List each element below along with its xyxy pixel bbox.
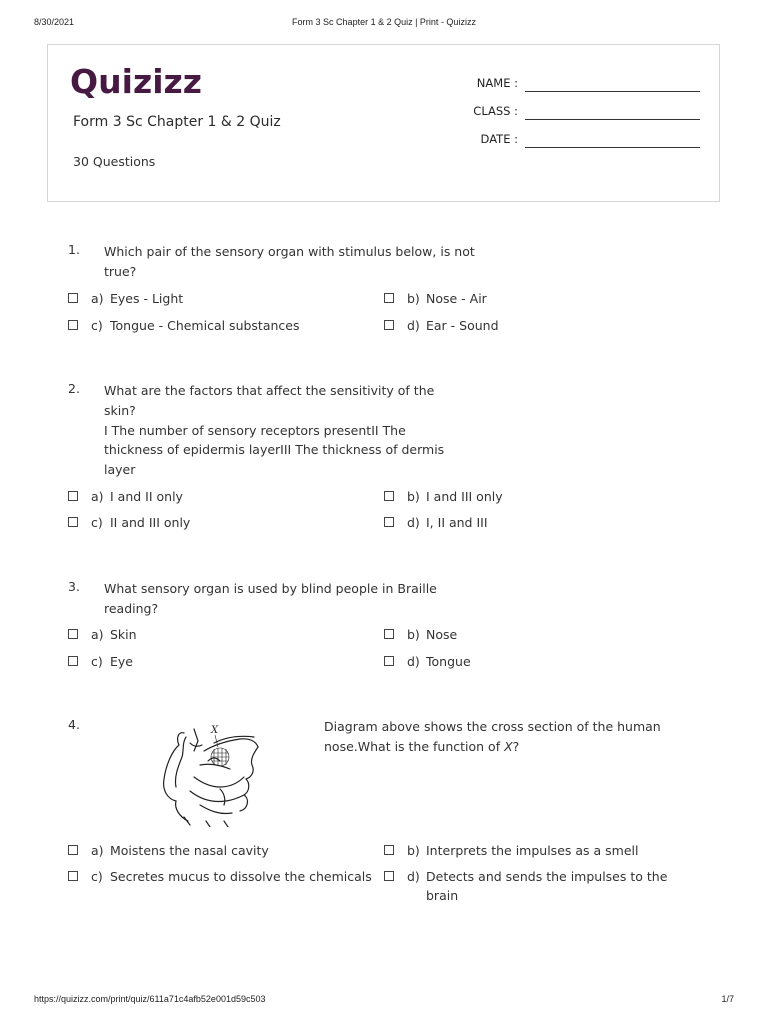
logo-text: Quizizz [70,65,203,101]
checkbox[interactable] [68,491,78,501]
quiz-title: Form 3 Sc Chapter 1 & 2 Quiz [73,114,281,130]
question-text: What are the factors that affect the sensitivity of the skin? I The number of sensory receptors presentII The thickness of epidermis layerIII The thickness of dermis layer [104,383,445,478]
option-letter: c) [91,654,103,669]
question-number: 2. [68,381,80,396]
option-letter: a) [91,843,104,858]
option-letter: c) [91,318,103,333]
class-line[interactable] [525,119,700,120]
checkbox[interactable] [68,293,78,303]
question-number: 3. [68,579,80,594]
option-letter: b) [407,627,420,642]
option-text: Ear - Sound [426,318,499,333]
nose-cross-section-diagram [154,721,264,827]
option-text: Eye [110,654,133,669]
option-text: Skin [110,627,137,642]
option-text: I, II and III [426,515,488,530]
option-text: Nose - Air [426,291,487,306]
name-field [448,76,700,92]
option-letter: d) [407,869,420,884]
checkbox[interactable] [68,320,78,330]
option-letter: a) [91,627,104,642]
question-text: What sensory organ is used by blind people in Braille reading? [104,581,437,616]
option-text: Tongue [426,654,471,669]
option-text: I and II only [110,489,183,504]
option-letter: d) [407,318,420,333]
option-text: Nose [426,627,458,642]
date-line[interactable] [525,147,700,148]
date-field [448,132,700,148]
class-label: CLASS : [473,104,518,118]
checkbox[interactable] [384,293,394,303]
option-text: Interprets the impulses as a smell [426,843,639,858]
option-text: Secretes mucus to dissolve the chemicals [110,869,372,884]
checkbox[interactable] [384,629,394,639]
option-text: Moistens the nasal cavity [110,843,269,858]
option-text: Detects and sends the impulses to the brain [426,869,668,903]
checkbox[interactable] [384,517,394,527]
option-letter: c) [91,515,103,530]
checkbox[interactable] [68,517,78,527]
question-text: Which pair of the sensory organ with stimulus below, is not true? [104,244,475,279]
quizizz-logo-mark [70,65,204,101]
question-text [324,717,688,757]
checkbox[interactable] [68,845,78,855]
checkbox[interactable] [384,491,394,501]
checkbox[interactable] [384,320,394,330]
date-label: DATE : [480,132,518,146]
option-text: I and III only [426,489,503,504]
class-field [448,104,700,120]
quizizz-logo [70,65,204,105]
checkbox[interactable] [384,845,394,855]
checkbox[interactable] [68,629,78,639]
checkbox[interactable] [384,656,394,666]
quiz-header-box [47,44,720,202]
option-letter: c) [91,869,103,884]
checkbox[interactable] [68,871,78,881]
checkbox[interactable] [68,656,78,666]
print-url: https://quizizz.com/print/quiz/611a71c4afb52e001d59c503 [34,994,266,1004]
print-date: 8/30/2021 [34,17,75,27]
page-number: 1/7 [721,994,734,1004]
question-number: 4. [68,717,80,732]
question-number: 1. [68,242,80,257]
option-letter: b) [407,489,420,504]
option-letter: d) [407,654,420,669]
option-letter: b) [407,843,420,858]
label-x: X [211,725,219,736]
option-letter: a) [91,291,104,306]
option-letter: a) [91,489,104,504]
checkbox[interactable] [384,871,394,881]
name-line[interactable] [525,91,700,92]
option-text: Eyes - Light [110,291,184,306]
question-count: 30 Questions [73,154,156,169]
question-text-end: ? [512,738,520,754]
option-text: II and III only [110,515,191,530]
option-text: Tongue - Chemical substances [110,318,300,333]
option-letter: d) [407,515,420,530]
question-text-variable: X [504,738,513,754]
name-label: NAME : [476,76,518,90]
print-title: Form 3 Sc Chapter 1 & 2 Quiz | Print - Quizizz [292,17,476,27]
question-text-main: Diagram above shows the cross section of the human nose.What is the function of [324,719,661,754]
option-letter: b) [407,291,420,306]
